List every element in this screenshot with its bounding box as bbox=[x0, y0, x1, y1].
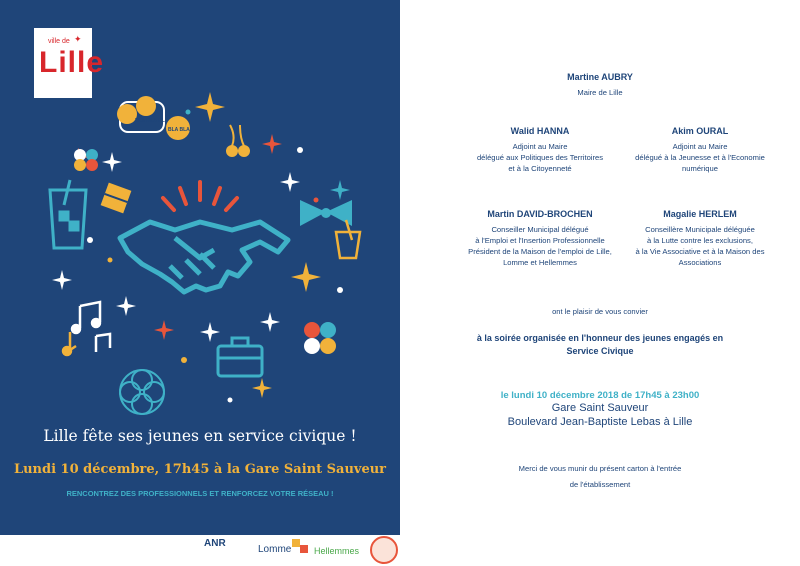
host-role: à la Lutte contre les exclusions, bbox=[647, 236, 753, 245]
partner-lomme-logo: Lomme bbox=[258, 544, 292, 555]
lomme-square-icon bbox=[292, 539, 300, 547]
host-role: Conseillère Municipale déléguée bbox=[645, 225, 755, 234]
event-line: Service Civique bbox=[566, 346, 634, 356]
sparkle-stars bbox=[52, 92, 350, 403]
invitation-details bbox=[400, 390, 800, 429]
host-name: Martin DAVID-BROCHEN bbox=[487, 209, 593, 219]
cocktail-glass-icon bbox=[50, 180, 86, 248]
host-name: Akim OURAL bbox=[671, 126, 729, 136]
flyer-headline: Lille fête ses jeunes en service civique ! bbox=[43, 427, 357, 445]
host-oural bbox=[600, 126, 800, 174]
pinwheel-icon-left bbox=[74, 148, 98, 171]
logo-big-text: Lille bbox=[39, 46, 105, 79]
svg-text:BLA BLA BLA: BLA BLA BLA bbox=[135, 118, 169, 124]
svg-text:BLA BLA: BLA BLA bbox=[168, 127, 190, 133]
note-line: Merci de vous munir du présent carton à l'entrée bbox=[518, 464, 682, 473]
event-venue: Gare Saint Sauveur bbox=[551, 402, 649, 414]
speech-bubbles-icon bbox=[117, 96, 190, 140]
note-line: de l'établissement bbox=[569, 480, 631, 489]
cherries-icon bbox=[226, 125, 250, 157]
handshake-icon bbox=[120, 222, 288, 292]
drink-icon bbox=[336, 220, 360, 258]
host-name: Magalie HERLEM bbox=[663, 209, 737, 219]
host-name: Martine AUBRY bbox=[567, 72, 633, 82]
logo-star-icon: ✦ bbox=[74, 34, 82, 44]
logo-small-text: ville de bbox=[48, 38, 70, 45]
flyer-panel bbox=[0, 0, 400, 535]
host-role: Maire de Lille bbox=[577, 88, 623, 97]
music-notes-icon bbox=[72, 302, 110, 352]
host-mayor bbox=[400, 72, 800, 98]
invitation-panel bbox=[400, 0, 800, 566]
host-role: numérique bbox=[682, 164, 718, 173]
flyer-subline: Lundi 10 décembre, 17h45 à la Gare Saint Sauveur bbox=[13, 462, 387, 477]
rays-decoration bbox=[163, 182, 237, 210]
host-role: Conseiller Municipal délégué bbox=[491, 225, 589, 234]
host-role: à l'Emploi et l'Insertion Professionnelle bbox=[475, 236, 605, 245]
host-role: Président de la Maison de l'emploi de Lille, bbox=[468, 247, 612, 256]
invitation-note bbox=[400, 461, 800, 493]
event-line: à la soirée organisée en l'honneur des jeunes engagés en bbox=[476, 333, 724, 343]
partner-hellemmes-logo: Hellemmes bbox=[314, 546, 360, 556]
event-address: Boulevard Jean-Baptiste Lebas à Lille bbox=[507, 416, 693, 428]
partner-badge-icon bbox=[370, 536, 398, 564]
event-date: le lundi 10 décembre 2018 de 17h45 à 23h00 bbox=[500, 390, 700, 401]
host-role: Adjoint au Maire bbox=[672, 142, 728, 151]
pinwheel-icon-right bbox=[304, 322, 336, 354]
bow-tie-icon bbox=[300, 200, 352, 226]
host-role: et à la Citoyenneté bbox=[508, 164, 572, 173]
host-role: Adjoint au Maire bbox=[512, 142, 568, 151]
partner-logos bbox=[190, 534, 400, 566]
flyer-tagline: RENCONTREZ DES PROFESSIONNELS ET RENFORCEZ VOTRE RÉSEAU ! bbox=[66, 489, 334, 498]
host-role: Associations bbox=[678, 258, 722, 267]
partner-anr-logo: ANR bbox=[204, 538, 226, 549]
invitation-event bbox=[430, 332, 770, 358]
music-note-orange-icon bbox=[63, 332, 76, 355]
host-role: à la Vie Associative et à la Maison des bbox=[635, 247, 765, 256]
briefcase-icon bbox=[218, 338, 262, 376]
lille-logo bbox=[34, 28, 105, 98]
host-herlem bbox=[600, 209, 800, 268]
invitation-intro: ont le plaisir de vous convier bbox=[552, 307, 648, 316]
host-role: délégué à la Jeunesse et à l'Economie bbox=[635, 153, 765, 162]
host-role: délégué aux Politiques des Territoires bbox=[476, 153, 604, 162]
host-role: Lomme et Hellemmes bbox=[503, 258, 577, 267]
host-name: Walid HANNA bbox=[510, 126, 570, 136]
lomme-square-icon bbox=[300, 545, 308, 553]
gift-icon bbox=[101, 183, 132, 214]
flower-icon bbox=[120, 370, 164, 414]
